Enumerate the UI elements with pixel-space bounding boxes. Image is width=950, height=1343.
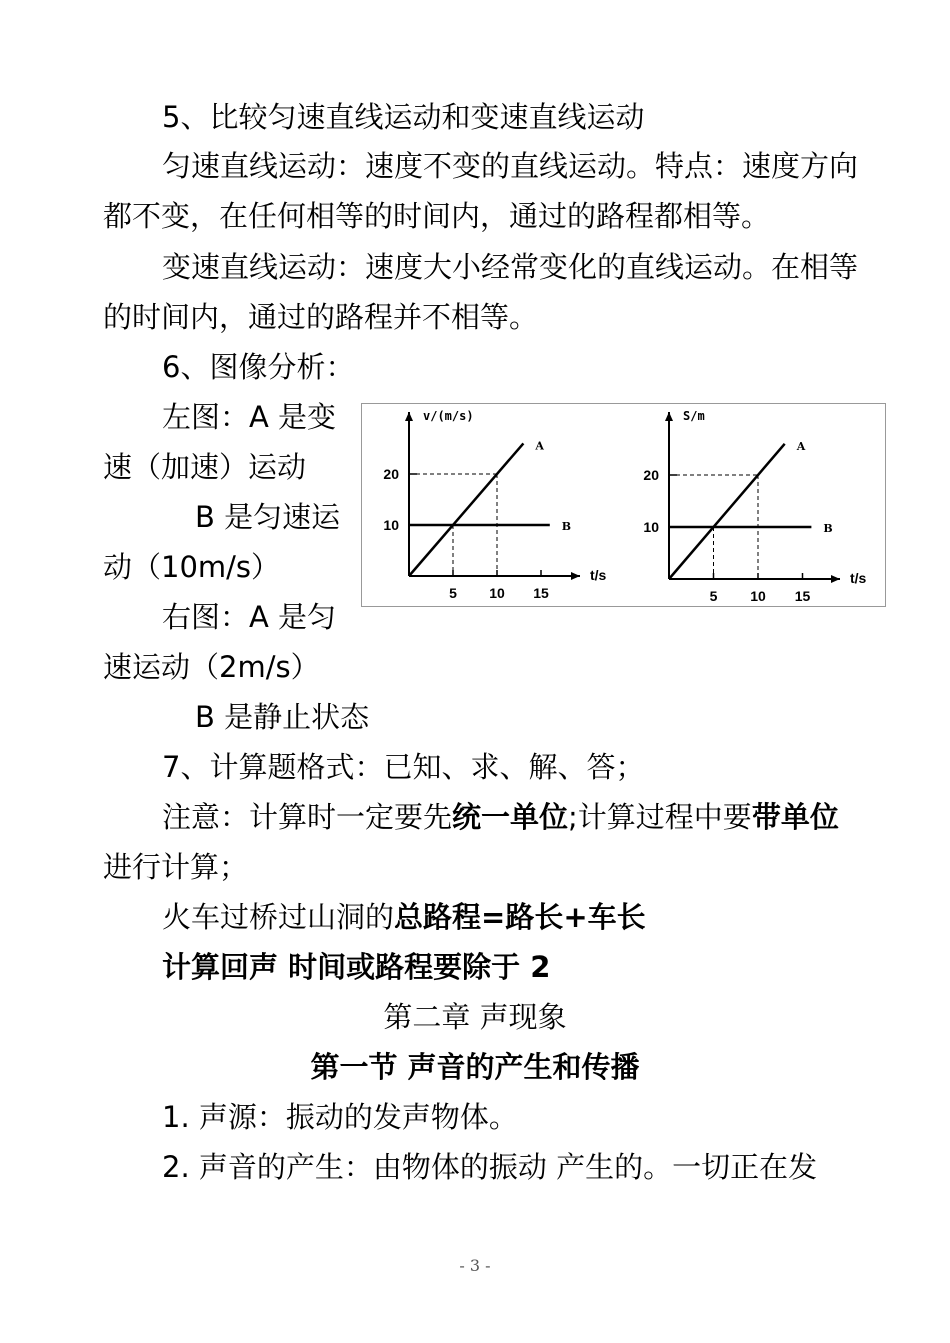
echo-line: 计算回声 时间或路程要除于 2 [162, 950, 551, 984]
chart-2-x-tick-label-10: 10 [750, 588, 766, 604]
right-graph-desc-3: B 是静止状态 [195, 700, 370, 734]
uniform-motion-line-1: 匀速直线运动：速度不变的直线运动。特点：速度方向 [162, 149, 859, 183]
chart-2-series-label-A: A [796, 439, 806, 453]
chart-2-x-tick-label-15: 15 [794, 588, 811, 604]
list-item-1: 1. 声源：振动的发声物体。 [162, 1100, 518, 1134]
right-graph-desc-2: 速运动（2m/s） [103, 650, 320, 684]
note-line-2: 进行计算； [103, 850, 249, 884]
chart-1-ylabel: v/(m/s) [423, 409, 474, 423]
chart-2-xlabel: t/s [850, 570, 867, 586]
chart-2-y-tick-label-10: 10 [643, 519, 659, 535]
uniform-motion-line-2: 都不变，在任何相等的时间内，通过的路程都相等。 [103, 199, 771, 233]
chart-1-y-tick-label-10: 10 [383, 517, 399, 533]
chart-1-series-label-A: A [535, 439, 544, 453]
train-text: 火车过桥过山洞的 [162, 900, 395, 934]
variable-motion-line-1: 变速直线运动：速度大小经常变化的直线运动。在相等 [162, 250, 859, 284]
chart-1-x-tick-label-15: 15 [533, 585, 549, 601]
note-unify-units: 统一单位 [452, 800, 569, 834]
left-graph-desc-2: 速（加速）运动 [103, 450, 307, 484]
left-graph-desc-4: 动（10m/s） [103, 550, 281, 584]
train-line [162, 897, 646, 937]
motion-graphs-figure [361, 403, 886, 607]
section-title: 第一节 声音的产生和传播 [310, 1050, 640, 1084]
chart-1-y-arrow [405, 412, 413, 421]
left-graph-desc-1: 左图：A 是变 [162, 400, 337, 434]
chart-2-y-tick-label-20: 20 [643, 467, 659, 483]
chapter-title: 第二章 声现象 [383, 1000, 567, 1034]
chart-1-x-tick-label-10: 10 [489, 585, 505, 601]
chart-1-y-tick-label-20: 20 [383, 466, 399, 482]
variable-motion-line-2: 的时间内，通过的路程并不相等。 [103, 300, 539, 334]
chart-1-series-label-B: B [561, 520, 572, 533]
chart-1-x-arrow [571, 572, 580, 580]
note-with-units: 带单位 [751, 800, 839, 834]
page-number: - 3 - [459, 1256, 491, 1275]
chart-1-xlabel: t/s [590, 567, 607, 583]
chart-1-series-A [409, 443, 523, 576]
chart-1-x-tick-label-5: 5 [449, 585, 457, 601]
motion-graphs-svg [362, 404, 887, 608]
section-5-title: 5、比较匀速直线运动和变速直线运动 [162, 100, 645, 134]
section-7-title: 7、计算题格式：已知、求、解、答； [162, 750, 645, 784]
chart-2-y-arrow [665, 412, 673, 421]
note-text-a: 注意：计算时一定要先 [162, 800, 453, 834]
chart-2-series-A [669, 444, 785, 579]
chart-2-series-label-B: B [823, 522, 833, 535]
chart-2-x-arrow [831, 575, 840, 583]
chart-2-ylabel: S/m [683, 409, 705, 423]
section-6-title: 6、图像分析： [162, 350, 355, 384]
left-graph-desc-3: B 是匀速运 [195, 500, 341, 534]
train-formula: 总路程=路长+车长 [394, 900, 646, 934]
note-text-c: ;计算过程中要 [568, 800, 752, 834]
list-item-2: 2. 声音的产生：由物体的振动 产生的。一切正在发 [162, 1150, 818, 1184]
note-line-1 [162, 797, 839, 837]
right-graph-desc-1: 右图：A 是匀 [162, 600, 337, 634]
chart-2-x-tick-label-5: 5 [709, 588, 718, 604]
